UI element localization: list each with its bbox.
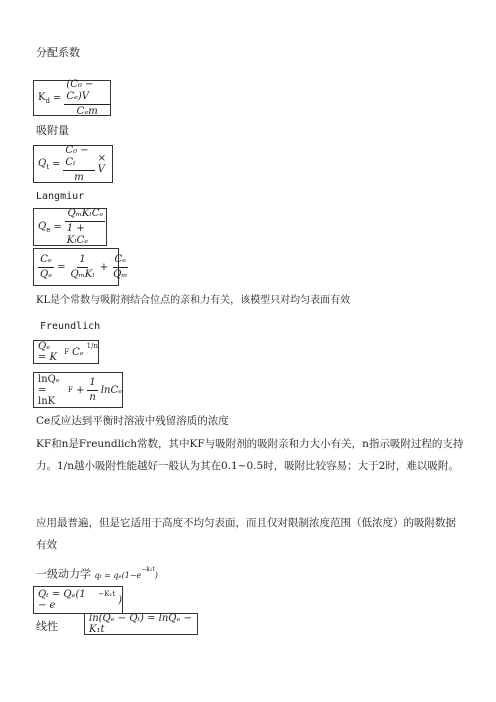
langmuir2-fraction-2	[111, 254, 129, 281]
freundlich1-sup: 1/n	[86, 342, 98, 350]
qt-equals: =	[52, 158, 61, 170]
kd-numerator: (C₀ − Cₑ)V	[64, 79, 110, 105]
freundlich-formula-2	[33, 372, 123, 408]
freundlich1-mid: Cₑ	[72, 346, 84, 358]
kinetic-text: Qₜ = Qₑ(1 − e	[38, 589, 86, 611]
kd-equals: =	[52, 92, 62, 104]
kinetics-inline-formula: $q_t = q_e(1-e^{-k_1t})$	[94, 566, 158, 580]
kd-fraction	[64, 79, 110, 118]
qt-tail: × V	[97, 153, 106, 175]
usage-note: 应用最普遍，但是它适用于高度不均匀表面，而且仅对限制浓度范围（低浓度）的吸附数据有效	[36, 517, 456, 551]
adsorption-amount-label: 吸附量	[36, 124, 69, 137]
first-order-kinetics-label	[36, 566, 158, 583]
kinetic-close: )	[118, 594, 122, 606]
kd-formula	[33, 80, 111, 116]
freundlich1-text: Qₑ = K	[38, 341, 58, 363]
langmuir-label: Langmiur	[36, 191, 85, 202]
langmuir2-plus: +	[99, 261, 109, 273]
langmuir2-equals: =	[57, 261, 66, 273]
freundlich1-sub: F	[64, 348, 70, 356]
langmuir1-numerator: QₘKₗCₑ	[65, 208, 105, 222]
langmuir2-n1: 1	[77, 254, 87, 268]
kd-lhs: $K_d$	[38, 91, 50, 105]
qt-denominator: m	[74, 171, 84, 183]
linear-label: 线性	[36, 620, 58, 633]
freundlich-label: Freundlich	[40, 321, 101, 332]
qt-fraction	[63, 145, 94, 184]
freundlich2-den: n	[89, 391, 96, 403]
freundlich-formula-1	[33, 340, 99, 364]
langmuir2-d1: QₘKₗ	[70, 268, 95, 280]
freundlich2-plus: +	[75, 384, 85, 396]
kl-note: KL是个常数与吸附剂结合位点的亲和力有关，该模型只对均匀表面有效	[36, 295, 351, 306]
langmuir2-lhs-den: Qₑ	[40, 268, 53, 280]
langmuir2-n2: Cₑ	[113, 254, 129, 268]
freundlich2-left: lnQₑ = lnK	[38, 373, 60, 407]
linear-text: ln(Qₑ − Qₜ) = lnQₑ − K₁t	[89, 613, 192, 635]
kinetic-formula	[33, 586, 123, 614]
kinetic-sup: −K₁t	[98, 590, 116, 598]
qt-formula	[33, 145, 113, 183]
qt-lhs: $Q_t$	[38, 157, 50, 171]
distribution-coefficient-label: 分配系数	[36, 46, 80, 59]
langmuir2-fraction-1	[68, 254, 96, 281]
langmuir1-lhs: $Q_e$	[38, 220, 51, 234]
freundlich2-num: 1	[87, 377, 97, 391]
qt-numerator: C₀ − Cₜ	[63, 145, 94, 171]
freundlich2-fraction	[87, 377, 97, 404]
langmuir1-equals: =	[53, 221, 62, 233]
langmuir-formula-1	[33, 208, 107, 246]
langmuir2-lhs	[38, 254, 54, 281]
linear-formula	[84, 613, 198, 635]
ce-note: Ce反应达到平衡时溶液中残留溶质的浓度	[36, 415, 229, 427]
kinetics-label-text: 一级动力学	[36, 567, 91, 581]
kd-denominator: Cₑm	[76, 105, 98, 117]
langmuir1-denominator: 1 + KₗCₑ	[66, 222, 89, 246]
freundlich2-sub: F	[68, 386, 73, 394]
kf-note: KF和n是Freundlich常数，其中KF与吸附剂的吸附亲和力大小有关，n指示吸附过程的支持力。1/n越小吸附性能越好一般认为其在0.1~0.5时，吸附比较容易；大于2时，难以吸附。	[36, 438, 464, 472]
langmuir2-lhs-num: Cₑ	[38, 254, 54, 268]
langmuir1-fraction	[65, 208, 106, 247]
langmuir-formula-2	[33, 248, 128, 286]
freundlich2-tail: lnCₑ	[100, 384, 122, 396]
langmuir2-d2: Qₘ	[113, 268, 128, 280]
